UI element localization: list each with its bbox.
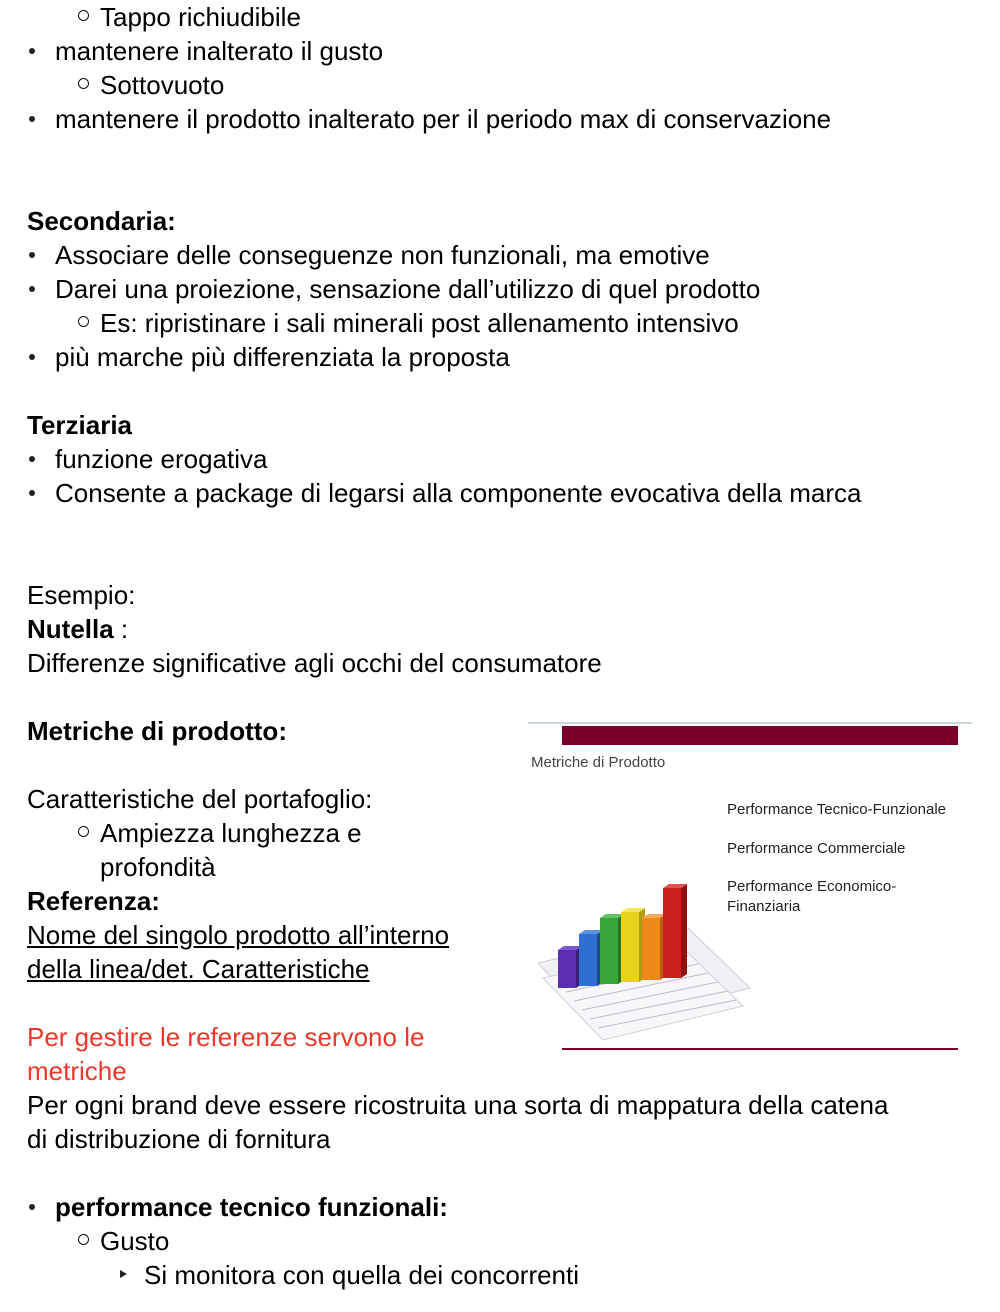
- slide-top-divider: [528, 722, 972, 724]
- list-item: più marche più differenziata la proposta: [55, 342, 510, 372]
- slide-item: Performance Economico-: [727, 878, 897, 895]
- referenza-text: Nome del singolo prodotto all’interno: [27, 920, 450, 950]
- section-heading-metriche: Metriche di prodotto:: [27, 716, 287, 746]
- highlight-text: metriche: [27, 1056, 127, 1086]
- list-item: performance tecnico funzionali:: [55, 1192, 448, 1222]
- bullet-icon: [29, 286, 35, 292]
- list-item: mantenere inalterato il gusto: [55, 36, 384, 66]
- bullet-icon: [29, 354, 35, 360]
- slide-item: Performance Commerciale: [727, 840, 906, 857]
- list-item: Es: ripristinare i sali minerali post allenamento intensivo: [100, 308, 739, 338]
- slide-title: Metriche di Prodotto: [531, 754, 666, 771]
- slide-title-bar: [562, 726, 958, 745]
- circle-bullet-icon: [78, 78, 89, 89]
- circle-bullet-icon: [78, 1234, 89, 1245]
- triangle-bullet-icon: [120, 1270, 127, 1278]
- list-item: Si monitora con quella dei concorrenti: [144, 1260, 580, 1290]
- bar-chart-illustration-icon: [538, 868, 753, 1043]
- brand-suffix: :: [113, 614, 129, 644]
- portafoglio-label: Caratteristiche del portafoglio:: [27, 784, 373, 814]
- list-item: Tappo richiudibile: [100, 2, 301, 32]
- circle-bullet-icon: [78, 826, 89, 837]
- slide-image: [528, 718, 974, 1058]
- brand-name: Nutella: [27, 614, 114, 644]
- slide-item: Performance Tecnico-Funzionale: [727, 801, 947, 818]
- bullet-icon: [29, 490, 35, 496]
- list-item: funzione erogativa: [55, 444, 268, 474]
- paragraph-text: di distribuzione di fornitura: [27, 1124, 331, 1154]
- list-item: Darei una proiezione, sensazione dall’utilizzo di quel prodotto: [55, 274, 761, 304]
- bullet-icon: [29, 48, 35, 54]
- list-item: Associare delle conseguenze non funzionali, ma emotive: [55, 240, 710, 270]
- list-item: mantenere il prodotto inalterato per il periodo max di conservazione: [55, 104, 832, 134]
- list-item: Sottovuoto: [100, 70, 225, 100]
- circle-bullet-icon: [78, 316, 89, 327]
- section-heading-terziaria: Terziaria: [27, 410, 133, 440]
- bullet-icon: [29, 1204, 35, 1210]
- bullet-icon: [29, 252, 35, 258]
- highlight-text: Per gestire le referenze servono le: [27, 1022, 425, 1052]
- referenza-heading: Referenza:: [27, 886, 160, 916]
- bullet-icon: [29, 116, 35, 122]
- list-item: Gusto: [100, 1226, 170, 1256]
- section-heading-secondaria: Secondaria:: [27, 206, 176, 236]
- bullet-icon: [29, 456, 35, 462]
- slide-item: Finanziaria: [727, 898, 801, 915]
- list-item: Ampiezza lunghezza e: [100, 818, 362, 848]
- list-item-continuation: profondità: [100, 852, 216, 882]
- esempio-label: Esempio:: [27, 580, 136, 610]
- paragraph-text: Per ogni brand deve essere ricostruita una sorta di mappatura della catena: [27, 1090, 889, 1120]
- esempio-description: Differenze significative agli occhi del consumatore: [27, 648, 602, 678]
- esempio-brand-line: [27, 612, 128, 646]
- circle-bullet-icon: [78, 10, 89, 21]
- referenza-text: della linea/det. Caratteristiche: [27, 954, 370, 984]
- list-item: Consente a package di legarsi alla componente evocativa della marca: [55, 478, 862, 508]
- slide-bottom-divider: [562, 1048, 958, 1050]
